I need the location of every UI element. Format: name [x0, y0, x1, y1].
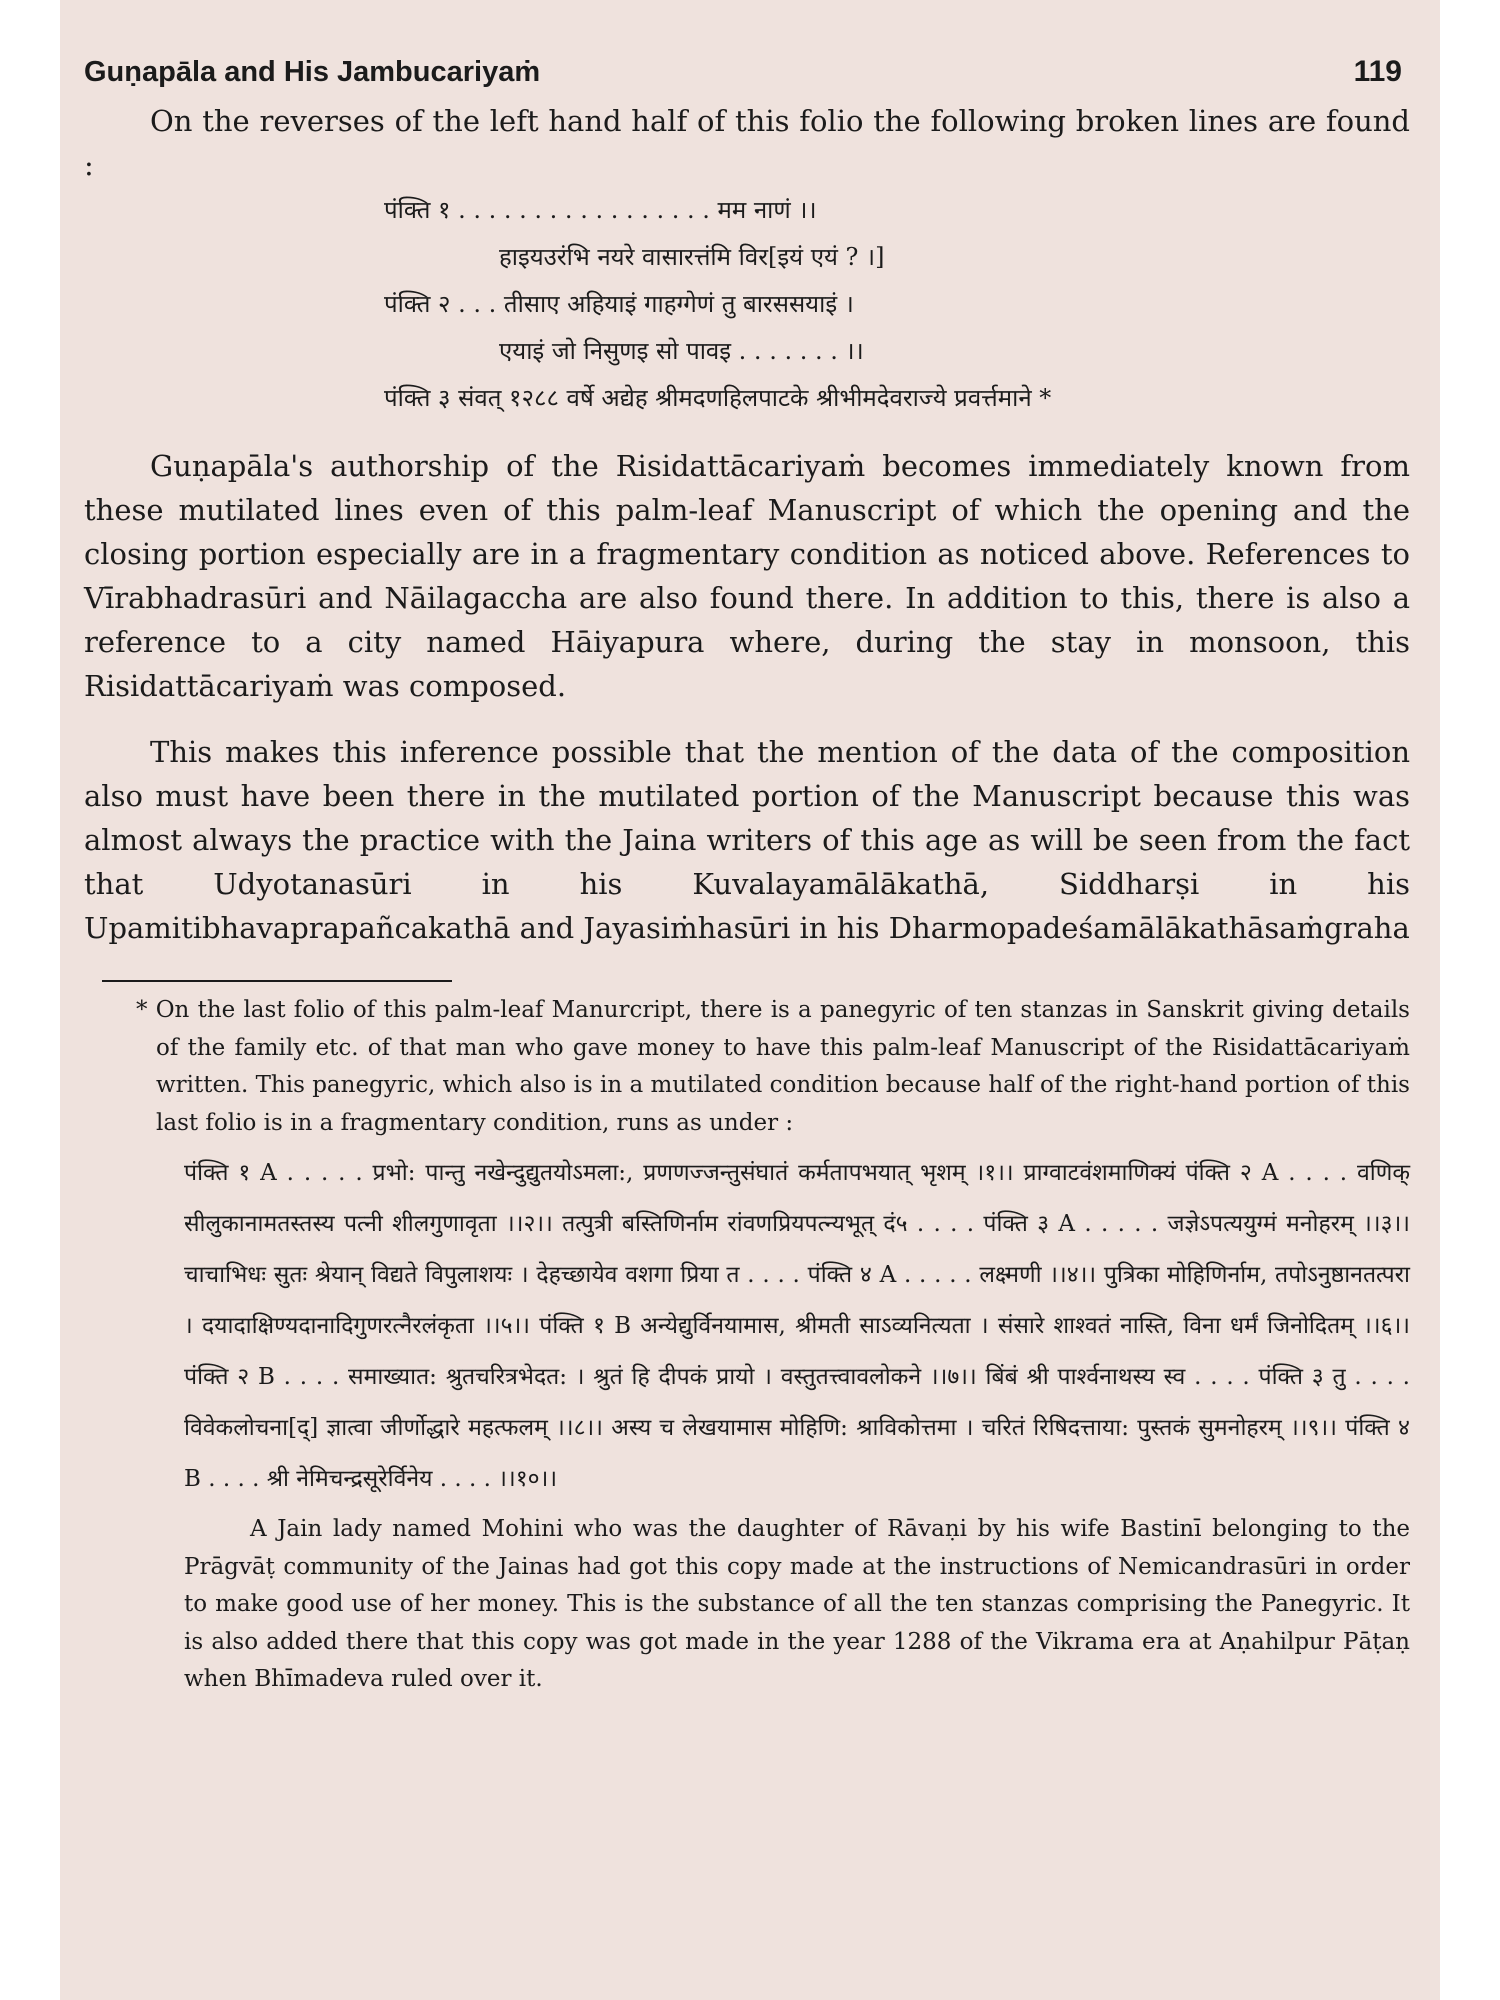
verse-line: हाइयउरंभि नयरे वासारत्तंमि विर[इयं एयं ? ।] — [499, 243, 885, 271]
page-number: 119 — [1353, 55, 1402, 88]
running-head: Guṇapāla and His Jambucariyaṁ — [84, 56, 541, 88]
body-paragraph-2: This makes this inference possible that the mention of the data of the composition also must have been there in the mutilated portion of the Manuscript because this was almost always the practice with the Jaina writers of this age as will be seen from the fact that Udyotanasūri in his Kuvalayamālākathā, Siddharṣi in his Upamitibhavaprapañcakathā and Jayasiṁhasūri in his Dharmopadeśamālākathāsaṁgraha — [84, 735, 1410, 945]
body-paragraph-1: Guṇapāla's authorship of the Risidattācariyaṁ becomes immediately known from these mutilated lines even of this palm-leaf Manuscript of which the opening and the closing portion especially are in a fragmentary condition as noticed above. References to Vīrabhadrasūri and Nāilagaccha are also found there. In addition to this, there is also a reference to a city named Hāiyapura where, during the stay in monsoon, this Risidattācariyaṁ was composed. — [84, 449, 1410, 703]
prakrit-verse-block — [84, 187, 1410, 422]
intro-paragraph: On the reverses of the left hand half of this folio the following broken lines are found : — [84, 104, 1410, 182]
footnote-panegyric: पंक्ति १ A . . . . . प्रभो: पान्तु नखेन्दुद्युतयोऽमला:, प्रणणज्जन्तुसंघातं कर्मतापभयात् भृशम् ।१।। प्राग्वाटवंशमाणिक्यं पंक्ति २ A . . . . वणिक् सीलुकानामतस्तस्य पत्नी शीलगुणावृता ।।२।। तत्पुत्री बस्तिणिर्नाम रांवणप्रियपत्न्यभूत् दं५ . . . . पंक्ति ३ A . . . . . जज्ञेऽपत्ययुग्मं मनोहरम् ।।३।। चाचाभिधः सुतः श्रेयान् विद्यते विपुलाशयः । देहच्छायेव वशगा प्रिया त . . . . पंक्ति ४ A . . . . . लक्ष्मणी ।।४।। पुत्रिका मोहिणिर्नाम, तपोऽनुष्ठानतत्परा । दयादाक्षिण्यदानादिगुणरत्नैरलंकृता ।।५।। पंक्ति १ B अन्येद्युर्विनयामास, श्रीमती साऽव्यनित्यता । संसारे शाश्वतं नास्ति, विना धर्मं जिनोदितम् ।।६।। पंक्ति २ B . . . . समाख्यात: श्रुतचरित्रभेदत: । श्रुतं हि दीपकं प्रायो । वस्तुतत्त्वावलोकने ।।७।। बिंबं श्री पार्श्वनाथस्य स्व . . . . पंक्ति ३ तु . . . . विवेकलोचना[द्] ज्ञात्वा जीर्णोद्धारे महत्फलम् ।।८।। अस्य च लेखयामास मोहिणि: श्राविकोत्तमा । चरितं रिषिदत्ताया: पुस्तकं सुमनोहरम् ।।९।। पंक्ति ४ B . . . . श्री नेमिचन्द्रसूरेर्विनेय . . . . ।।१०।। — [184, 1160, 1410, 1492]
verse-line: पंक्ति १ . . . . . . . . . . . . . . . . . मम नाणं ।। — [384, 196, 817, 224]
verse-line: पंक्ति २ . . . तीसाए अहियाइं गाहग्गेणं तु बारससयाइं । — [384, 290, 854, 318]
book-page — [60, 0, 1440, 2000]
page-header — [84, 55, 1410, 99]
verse-line: एयाइं जो निसुणइ सो पावइ . . . . . . . ।। — [499, 337, 864, 365]
verse-line: पंक्ति ३ संवत् १२८८ वर्षे अद्येह श्रीमदणहिलपाटके श्रीभीमदेवराज्ये प्रवर्त्तमाने * — [384, 384, 1052, 412]
footnote-divider — [102, 980, 452, 982]
footnote-summary: A Jain lady named Mohini who was the daughter of Rāvaṇi by his wife Bastinī belonging to the Prāgvāṭ community of the Jainas had got this copy made at the instructions of Nemicandrasūri in order to make good use of her money. This is the substance of all the ten stanzas comprising the Panegyric. It is also added there that this copy was got made in the year 1288 of the Vikrama era at Aṇahilpur Pāṭaṇ when Bhīmadeva ruled over it. — [184, 1516, 1410, 1692]
footnote-intro: * On the last folio of this palm-leaf Manurcript, there is a panegyric of ten stanzas in Sanskrit giving details of the family etc. of that man who gave money to have this palm-leaf Manuscript of the Risidattācariyaṁ written. This panegyric, which also is in a mutilated condition because half of the right-hand portion of this last folio is in a fragmentary condition, runs as under : — [136, 997, 1410, 1136]
